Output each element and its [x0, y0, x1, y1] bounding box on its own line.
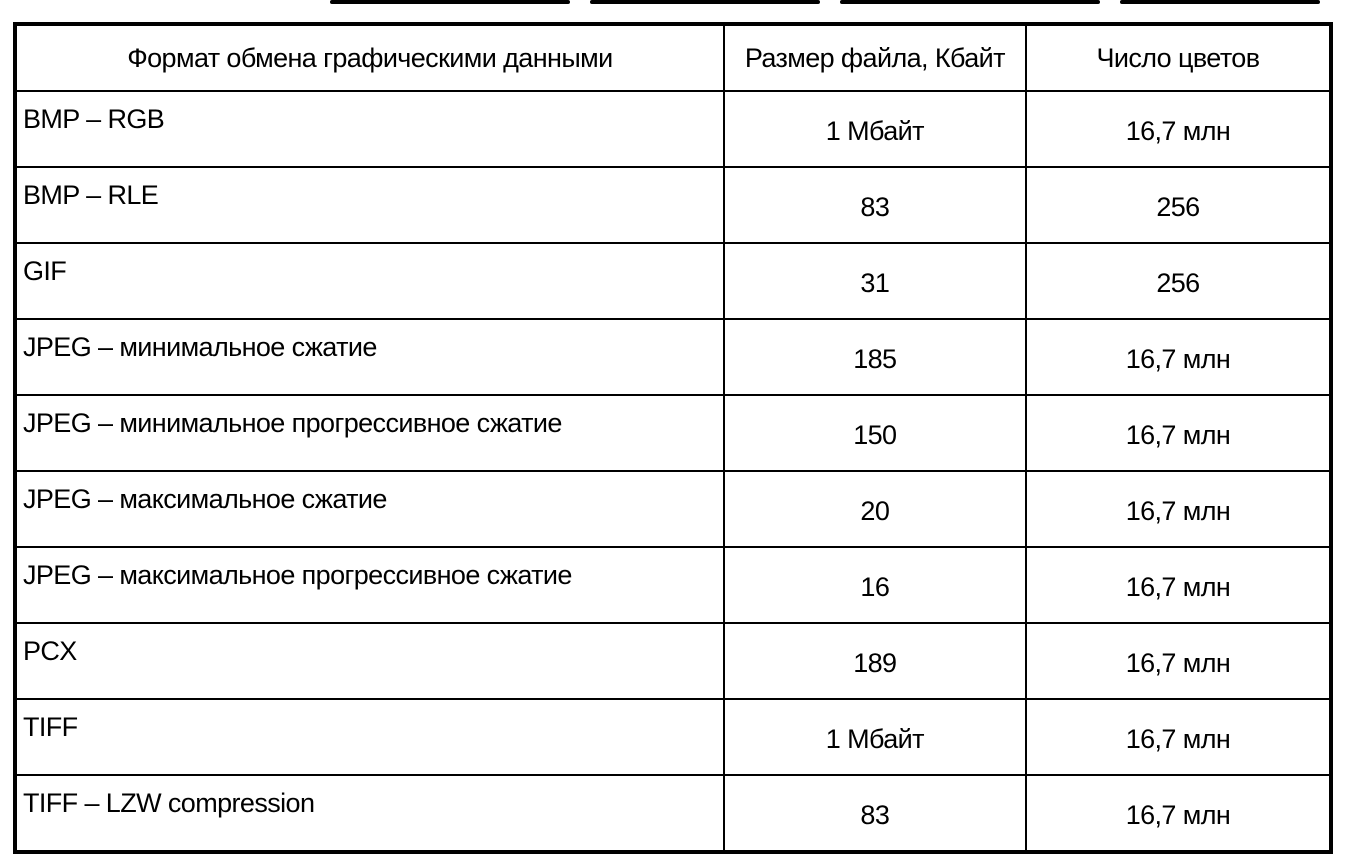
table-row [15, 91, 1331, 167]
file-size-cell: 189 [724, 623, 1026, 699]
format-cell: BMP – RLE [15, 167, 724, 243]
format-cell: JPEG – минимальное сжатие [15, 319, 724, 395]
format-cell: TIFF [15, 699, 724, 775]
format-cell: JPEG – минимальное прогрессивное сжатие [15, 395, 724, 471]
table-row [15, 167, 1331, 243]
table-row [15, 319, 1331, 395]
format-cell: GIF [15, 243, 724, 319]
file-size-cell: 20 [724, 471, 1026, 547]
format-cell: JPEG – максимальное сжатие [15, 471, 724, 547]
header-file-size: Размер файла, Кбайт [724, 24, 1026, 91]
color-count-cell: 16,7 млн [1026, 395, 1331, 471]
format-cell: TIFF – LZW compression [15, 775, 724, 852]
file-size-cell: 1 Мбайт [724, 699, 1026, 775]
header-format: Формат обмена графическими данными [15, 24, 724, 91]
header-color-count: Число цветов [1026, 24, 1331, 91]
format-cell: PCX [15, 623, 724, 699]
file-size-cell: 83 [724, 775, 1026, 852]
file-size-cell: 185 [724, 319, 1026, 395]
cropped-caption-remnant [330, 0, 1340, 8]
table-row [15, 395, 1331, 471]
color-count-cell: 16,7 млн [1026, 91, 1331, 167]
format-comparison-table [13, 22, 1333, 854]
file-size-cell: 150 [724, 395, 1026, 471]
table-row [15, 775, 1331, 852]
color-count-cell: 16,7 млн [1026, 471, 1331, 547]
color-count-cell: 16,7 млн [1026, 699, 1331, 775]
color-count-cell: 256 [1026, 243, 1331, 319]
table-row [15, 547, 1331, 623]
color-count-cell: 16,7 млн [1026, 319, 1331, 395]
color-count-cell: 16,7 млн [1026, 547, 1331, 623]
table-header-row [15, 24, 1331, 91]
table-row [15, 623, 1331, 699]
format-cell: BMP – RGB [15, 91, 724, 167]
color-count-cell: 16,7 млн [1026, 623, 1331, 699]
table-row [15, 699, 1331, 775]
format-cell: JPEG – максимальное прогрессивное сжатие [15, 547, 724, 623]
file-size-cell: 83 [724, 167, 1026, 243]
table-row [15, 471, 1331, 547]
file-size-cell: 31 [724, 243, 1026, 319]
file-size-cell: 16 [724, 547, 1026, 623]
color-count-cell: 16,7 млн [1026, 775, 1331, 852]
file-size-cell: 1 Мбайт [724, 91, 1026, 167]
table-row [15, 243, 1331, 319]
color-count-cell: 256 [1026, 167, 1331, 243]
